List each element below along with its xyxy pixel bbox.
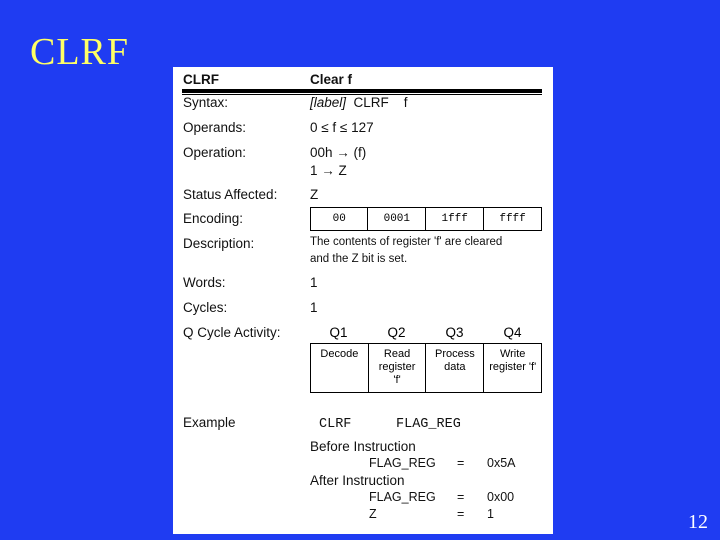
qcycle-table bbox=[310, 343, 542, 393]
instruction-name-header: Clear f bbox=[310, 72, 353, 87]
syntax-value bbox=[310, 95, 408, 110]
operation-line2: 1 → Z bbox=[310, 163, 347, 178]
description-line1: The contents of register 'f' are cleared bbox=[310, 236, 503, 248]
z-value: 1 bbox=[487, 507, 494, 521]
qcycle-cell-q2 bbox=[368, 344, 426, 393]
words-label: Words: bbox=[183, 275, 226, 290]
encoding-cell: 0001 bbox=[368, 208, 426, 231]
cycles-label: Cycles: bbox=[183, 300, 228, 315]
qcycle-cell-line: Decode bbox=[320, 348, 359, 360]
operands-value: 0 ≤ f ≤ 127 bbox=[310, 120, 374, 135]
syntax-label: Syntax: bbox=[183, 95, 229, 110]
after-instruction-label: After Instruction bbox=[310, 473, 405, 488]
qcycle-header-q3: Q3 bbox=[445, 325, 464, 340]
qcycle-cell-line: 'f' bbox=[393, 374, 401, 386]
before-equals: = bbox=[457, 456, 465, 470]
qcycle-cell-line: register bbox=[378, 361, 416, 373]
encoding-cell: 1fff bbox=[426, 208, 484, 231]
operation-label: Operation: bbox=[183, 145, 247, 160]
qcycle-cell-line: Read bbox=[383, 348, 411, 360]
header-rule bbox=[182, 89, 542, 93]
qcycle-cell-line: data bbox=[444, 361, 466, 373]
z-equals: = bbox=[457, 507, 465, 521]
example-code-arg: FLAG_REG bbox=[396, 417, 461, 432]
instruction-datasheet bbox=[173, 67, 553, 534]
qcycle-cell-line: Process bbox=[434, 348, 475, 360]
qcycle-cell-line: Write bbox=[499, 348, 526, 360]
qcycle-cell-q3 bbox=[426, 344, 484, 393]
encoding-table bbox=[310, 207, 542, 231]
before-register: FLAG_REG bbox=[369, 456, 436, 470]
words-value: 1 bbox=[310, 275, 318, 290]
qcycle-label: Q Cycle Activity: bbox=[183, 325, 281, 340]
example-code-op: CLRF bbox=[319, 417, 352, 432]
qcycle-cell-q4 bbox=[484, 344, 542, 393]
slide-title: CLRF bbox=[30, 31, 130, 73]
z-register: Z bbox=[369, 507, 377, 521]
operation-line1: 00h → (f) bbox=[310, 145, 367, 160]
before-value: 0x5A bbox=[487, 456, 516, 470]
qcycle-header-q2: Q2 bbox=[387, 325, 406, 340]
syntax-rest: CLRF f bbox=[346, 95, 408, 110]
example-label: Example bbox=[183, 415, 236, 430]
qcycle-header-q4: Q4 bbox=[503, 325, 522, 340]
cycles-value: 1 bbox=[310, 300, 318, 315]
qcycle-cell-q1 bbox=[311, 344, 369, 393]
after-value: 0x00 bbox=[487, 490, 515, 504]
syntax-label-part: [label] bbox=[310, 95, 347, 110]
operands-label: Operands: bbox=[183, 120, 247, 135]
description-label: Description: bbox=[183, 236, 255, 251]
qcycle-cell-line: register 'f' bbox=[489, 361, 537, 373]
description-line2: and the Z bit is set. bbox=[310, 253, 408, 265]
after-equals: = bbox=[457, 490, 465, 504]
encoding-label: Encoding: bbox=[183, 211, 244, 226]
after-register: FLAG_REG bbox=[369, 490, 436, 504]
encoding-cell: 00 bbox=[311, 208, 368, 231]
status-value: Z bbox=[310, 187, 319, 202]
mnemonic-header: CLRF bbox=[183, 72, 219, 87]
slide-number: 12 bbox=[688, 511, 708, 533]
status-label: Status Affected: bbox=[183, 187, 278, 202]
qcycle-header-q1: Q1 bbox=[329, 325, 348, 340]
encoding-cell: ffff bbox=[484, 208, 542, 231]
before-instruction-label: Before Instruction bbox=[310, 439, 416, 454]
